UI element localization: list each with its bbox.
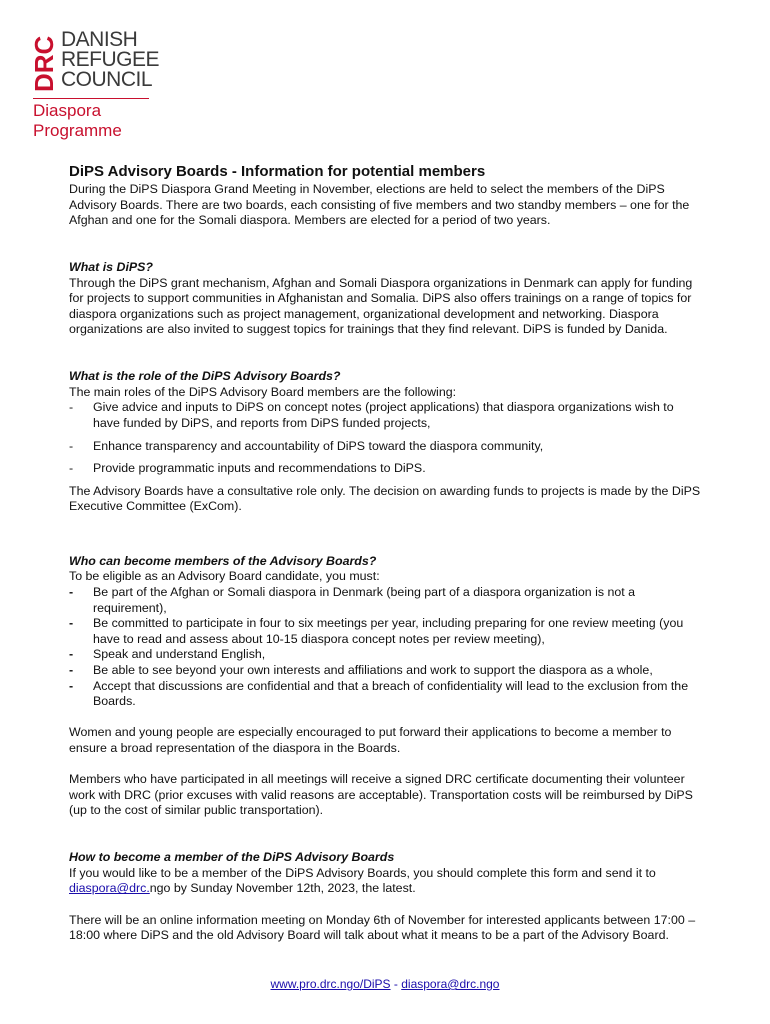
role-intro: The main roles of the DiPS Advisory Board members are the following:: [69, 384, 457, 399]
logo-word-refugee: REFUGEE: [61, 48, 160, 71]
document-body: [69, 162, 701, 944]
list-item: - Be committed to participate in four to six meetings per year, including preparing for one review meeting (you have to read and assess about 10-15 diaspora concept notes per review meeting),: [69, 616, 701, 647]
how-text-before: If you would like to be a member of the DiPS Advisory Boards, you should complete this form and send it to: [69, 865, 656, 880]
meeting-paragraph: There will be an online information meeting on Monday 6th of November for interested applicants between 17:00 – 18:00 where DiPS and the old Advisory Board will talk about what it means to be a part of the Advisory Board.: [69, 912, 696, 943]
drc-wordmark: [61, 30, 159, 90]
how-body: [69, 866, 701, 897]
footer-separator: -: [390, 977, 402, 991]
who-intro: To be eligible as an Advisory Board candidate, you must:: [69, 569, 380, 584]
role-heading: What is the role of the DiPS Advisory Boards?: [69, 369, 341, 384]
logo-divider: [33, 98, 149, 99]
list-item: - Provide programmatic inputs and recommendations to DiPS.: [69, 461, 701, 477]
how-heading: How to become a member of the DiPS Advisory Boards: [69, 850, 395, 865]
list-item: - Enhance transparency and accountability of DiPS toward the diaspora community,: [69, 439, 701, 455]
logo-word-council: COUNCIL: [61, 68, 153, 91]
intro-paragraph: During the DiPS Diaspora Grand Meeting in November, elections are held to select the members of the DiPS Advisory Boards. There are two boards, each consisting of five members and two standby members – one for the Afghan and one for the Somali diaspora. Members are elected for a period of two years.: [69, 182, 690, 228]
logo-top: [29, 28, 183, 92]
role-outro: The Advisory Boards have a consultative role only. The decision on awarding funds to projects is made by the DiPS Executive Committee (ExCom).: [69, 483, 701, 514]
list-item: - Be part of the Afghan or Somali diaspora in Denmark (being part of a diaspora organization is not a requirement),: [69, 585, 701, 616]
email-link[interactable]: diaspora@drc.: [69, 881, 150, 896]
list-item: - Be able to see beyond your own interests and affiliations and work to support the diaspora as a whole,: [69, 663, 701, 679]
list-item: - Speak and understand English,: [69, 647, 701, 663]
who-heading: Who can become members of the Advisory Boards?: [69, 553, 377, 568]
list-item: - Give advice and inputs to DiPS on concept notes (project applications) that diaspora organizations wish to have funded by DiPS, and reports from DiPS funded projects,: [69, 400, 701, 431]
website-link[interactable]: www.pro.drc.ngo/DiPS: [270, 977, 391, 991]
programme-line-2: Programme: [33, 121, 122, 140]
list-item: - Accept that discussions are confidential and that a breach of confidentiality will lead to the exclusion from the Boards.: [69, 679, 701, 710]
footer: [0, 977, 770, 991]
footer-email-link[interactable]: diaspora@drc.ngo: [401, 977, 500, 991]
role-list: [69, 400, 701, 476]
drc-logo: [29, 28, 183, 140]
how-text-after: ngo by Sunday November 12th, 2023, the latest.: [149, 881, 416, 896]
programme-line-1: Diaspora: [33, 101, 102, 120]
page-title: DiPS Advisory Boards - Information for potential members: [69, 163, 486, 180]
drc-letters-mark: [29, 28, 59, 92]
svg-text:DRC: DRC: [29, 35, 59, 92]
encouragement-paragraph: Women and young people are especially encouraged to put forward their applications to become a member to ensure a broad representation of the diaspora in the Boards.: [69, 725, 672, 755]
logo-word-danish: DANISH: [61, 28, 138, 51]
eligibility-list: [69, 585, 701, 710]
what-heading: What is DiPS?: [69, 259, 153, 274]
certificate-paragraph: Members who have participated in all meetings will receive a signed DRC certificate documenting their volunteer work with DRC (prior excuses with valid reasons are acceptable). Transportation costs will be reimbursed by DiPS (up to the cost of similar public transportation).: [69, 772, 693, 818]
what-body: Through the DiPS grant mechanism, Afghan and Somali Diaspora organizations in Denmark can apply for funding for projects to support communities in Afghanistan and Somalia. DiPS also offers trainings on a range of topics for diaspora organizations such as project management, organizational development and networking. Diaspora organizations are also invited to suggest topics for trainings that they find relevant. DiPS is funded by Danida.: [69, 275, 693, 337]
